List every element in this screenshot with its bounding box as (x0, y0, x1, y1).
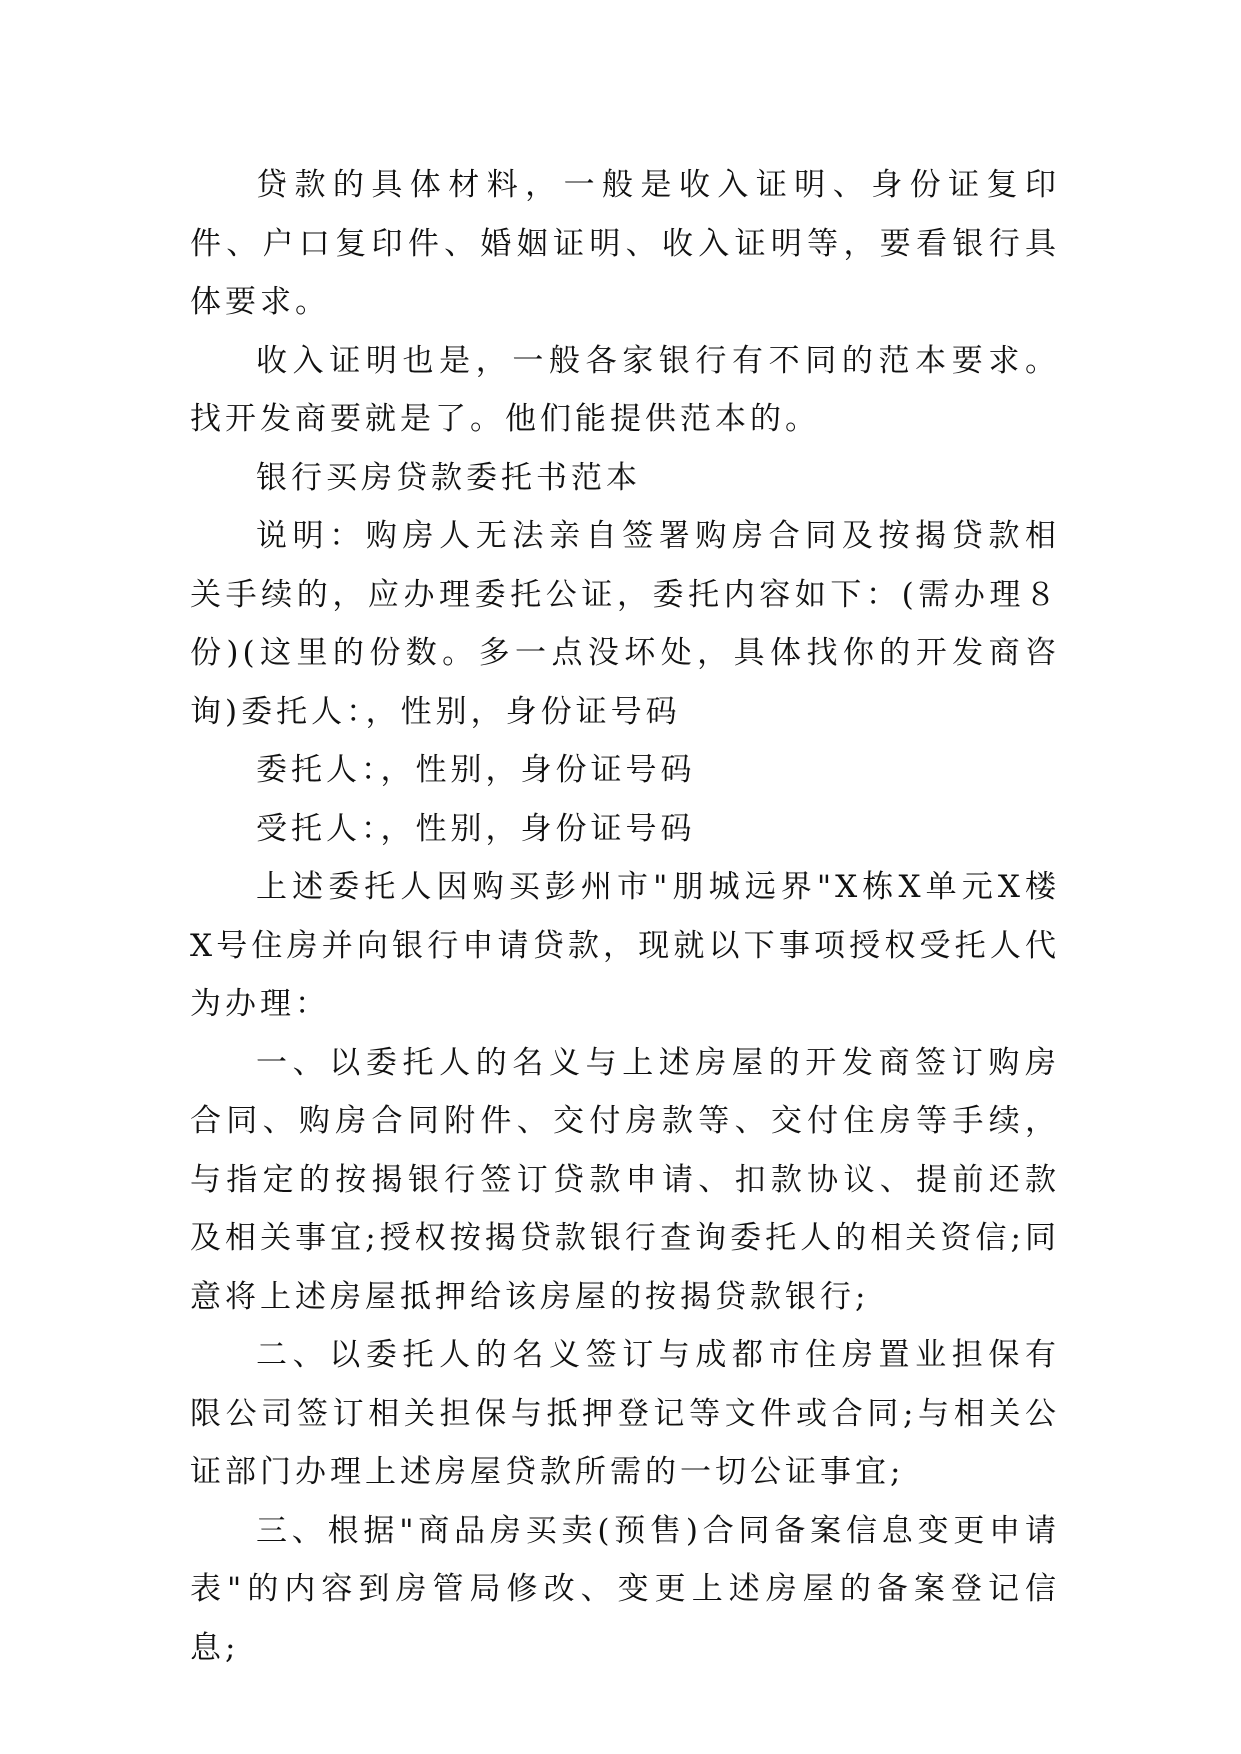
paragraph-authorization-intro: 上述委托人因购买彭州市"朋城远界"X栋X单元X楼X号住房并向银行申请贷款，现就以下事项授权受托人代为办理： (190, 869, 1060, 1022)
paragraph-loan-materials: 贷款的具体材料，一般是收入证明、身份证复印件、户口复印件、婚姻证明、收入证明等，要看银行具体要求。 (190, 167, 1060, 320)
paragraph-agent: 受托人：，性别，身份证号码 (256, 810, 696, 847)
paragraph-income-proof: 收入证明也是，一般各家银行有不同的范本要求。找开发商要就是了。他们能提供范本的。 (190, 342, 1060, 437)
paragraph-explanation: 说明：购房人无法亲自签署购房合同及按揭贷款相关手续的，应办理委托公证，委托内容如下：(需办理８份)(这里的份数。多一点没坏处，具体找你的开发商咨询)委托人：，性别，身份证号码 (190, 518, 1060, 730)
paragraph-item-three: 三、根据"商品房买卖(预售)合同备案信息变更申请表"的内容到房管局修改、变更上述房屋的备案登记信息; (190, 1512, 1060, 1666)
paragraph-item-two: 二、以委托人的名义签订与成都市住房置业担保有限公司签订相关担保与抵押登记等文件或合同;与相关公证部门办理上述房屋贷款所需的一切公证事宜; (190, 1337, 1060, 1490)
paragraph-template-title: 银行买房贷款委托书范本 (256, 459, 641, 496)
document-body (190, 156, 1060, 1677)
paragraph-principal: 委托人：，性别，身份证号码 (256, 752, 696, 788)
paragraph-item-one: 一、以委托人的名义与上述房屋的开发商签订购房合同、购房合同附件、交付房款等、交付住房等手续，与指定的按揭银行签订贷款申请、扣款协议、提前还款及相关事宜;授权按揭贷款银行查询委托人的相关资信;同意将上述房屋抵押给该房屋的按揭贷款银行; (190, 1044, 1060, 1315)
